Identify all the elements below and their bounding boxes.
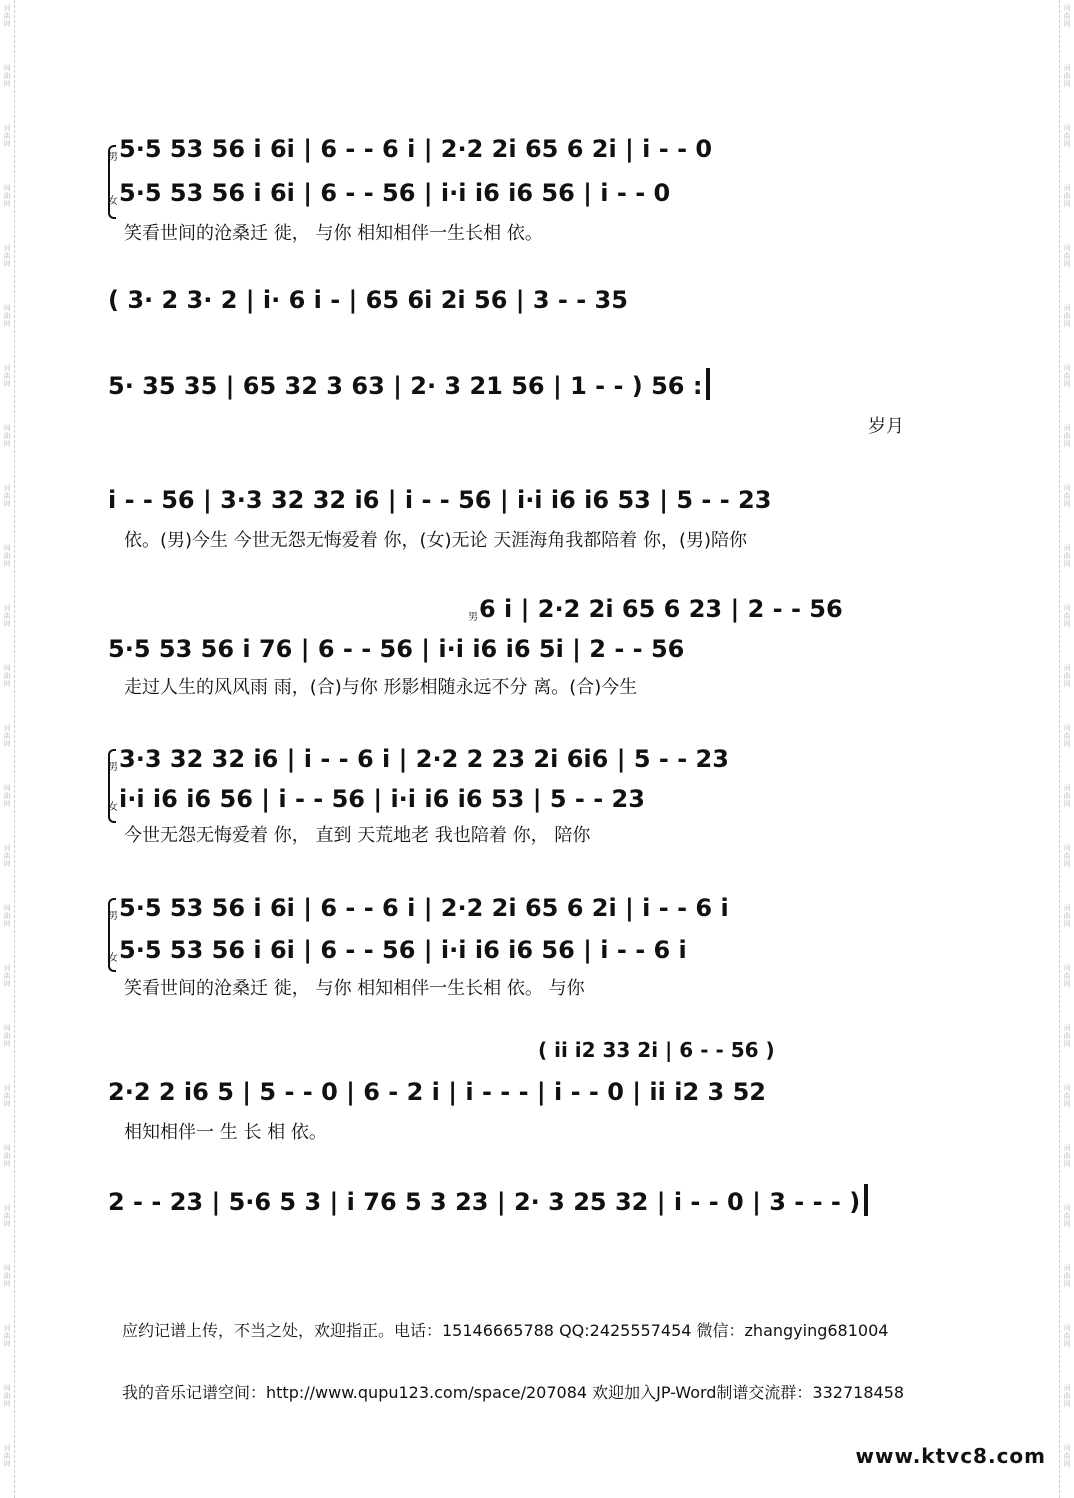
lyrics: 笑看世间的沧桑迁 徙， 与你 相知相伴一生长相 依。: [124, 223, 543, 244]
watermark-text: 词曲网: [3, 244, 11, 268]
lyrics: 走过人生的风风雨 雨，(合)与你 形影相随永远不分 离。(合)今生: [124, 677, 638, 698]
watermark-text: 词曲网: [1063, 1024, 1071, 1048]
watermark-text: 词曲网: [1063, 964, 1071, 988]
watermark-text: 词曲网: [3, 1024, 11, 1048]
interlude-row-2: 5· 35 35 | 65 32 3 63 | 2· 3 21 56 | 1 - - ) 56 :: [108, 368, 950, 400]
watermark-text: 词曲网: [1063, 4, 1071, 28]
male-row: 男 6 i | 2·2 2i 65 6 23 | 2 - - 56: [468, 595, 843, 623]
watermark-text: 词曲网: [1063, 664, 1071, 688]
male-notes: 5·5 53 56 i 6i | 6 - - 6 i | 2·2 2i 65 6 2i | i - - 0: [119, 135, 713, 163]
lyrics: 笑看世间的沧桑迁 徙， 与你 相知相伴一生长相 依。 与你: [124, 978, 585, 999]
system-7: [108, 1038, 950, 1148]
watermark-text: 词曲网: [3, 124, 11, 148]
male-row: 男 5·5 53 56 i 6i | 6 - - 6 i | 2·2 2i 65 6 2i | i - - 6 i: [108, 894, 729, 922]
watermark-text: 词曲网: [1063, 124, 1071, 148]
watermark-text: 词曲网: [1063, 184, 1071, 208]
watermark-text: 词曲网: [1063, 244, 1071, 268]
site-logo: www.ktvc8.com: [855, 1444, 1046, 1468]
watermark-text: 词曲网: [3, 724, 11, 748]
watermark-text: 词曲网: [3, 784, 11, 808]
watermark-text: 词曲网: [1063, 1324, 1071, 1348]
watermark-text: 词曲网: [1063, 1444, 1071, 1468]
watermark-text: 词曲网: [1063, 1084, 1071, 1108]
watermark-text: 词曲网: [3, 964, 11, 988]
watermark-text: 词曲网: [3, 604, 11, 628]
system-1: [108, 125, 950, 245]
male-row: 男 5·5 53 56 i 6i | 6 - - 6 i | 2·2 2i 65 6 2i | i - - 0: [108, 135, 713, 163]
watermark-text: 词曲网: [1063, 604, 1071, 628]
watermark-text: 词曲网: [3, 424, 11, 448]
watermark-text: 词曲网: [3, 1264, 11, 1288]
watermark-text: 词曲网: [3, 664, 11, 688]
male-row: 男 3·3 32 32 i6 | i - - 6 i | 2·2 2 23 2i 6i6 | 5 - - 23: [108, 745, 729, 773]
watermark-text: 词曲网: [1063, 304, 1071, 328]
female-notes: 5·5 53 56 i 6i | 6 - - 56 | i·i i6 i6 56 | i - - 0: [119, 179, 671, 207]
watermark-text: 词曲网: [3, 1444, 11, 1468]
watermark-text: 词曲网: [1063, 1204, 1071, 1228]
footer-line-2: 我的音乐记谱空间：http://www.qupu123.com/space/207084 欢迎加入JP-Word制谱交流群：332718458: [122, 1383, 905, 1402]
watermark-text: 词曲网: [3, 1084, 11, 1108]
system-3: [108, 470, 950, 580]
watermark-text: 词曲网: [3, 484, 11, 508]
system-2: [108, 280, 950, 440]
lyrics: 相知相伴一 生 长 相 依。: [124, 1122, 327, 1143]
watermark-text: 词曲网: [3, 1384, 11, 1408]
system-5: [108, 745, 950, 855]
lyrics: 依。(男)今生 今世无怨无悔爱着 你，(女)无论 天涯海角我都陪着 你，(男)陪你: [124, 530, 748, 551]
lyrics: 今世无怨无悔爱着 你， 直到 天荒地老 我也陪着 你， 陪你: [124, 825, 591, 846]
upper-row: ( ii i2 33 2i | 6 - - 56 ): [538, 1038, 775, 1062]
system-4: [108, 595, 950, 715]
watermark-text: 词曲网: [3, 304, 11, 328]
watermark-text: 词曲网: [1063, 784, 1071, 808]
watermark-text: 词曲网: [1063, 424, 1071, 448]
repeat-bar: [706, 368, 710, 400]
watermark-text: 词曲网: [3, 184, 11, 208]
footer-line-1: 应约记谱上传，不当之处，欢迎指正。电话：15146665788 QQ:2425557454 微信：zhangying681004: [122, 1321, 889, 1340]
notes-row: i - - 56 | 3·3 32 32 i6 | i - - 56 | i·i i6 i6 53 | 5 - - 23: [108, 486, 772, 514]
watermark-text: 词曲网: [3, 1144, 11, 1168]
watermark-text: 词曲网: [1063, 64, 1071, 88]
watermark-text: 词曲网: [1063, 724, 1071, 748]
watermark-text: 词曲网: [3, 364, 11, 388]
system-6: [108, 890, 950, 1005]
notes-row: 2 - - 23 | 5·6 5 3 | i 76 5 3 23 | 2· 3 25 32 | i - - 0 | 3 - - - ): [108, 1184, 950, 1216]
watermark-text: 词曲网: [1063, 844, 1071, 868]
notes-row: 2·2 2 i6 5 | 5 - - 0 | 6 - 2 i | i - - - | i - - 0 | ii i2 3 52: [108, 1078, 766, 1106]
final-bar: [864, 1184, 868, 1216]
watermark-text: 词曲网: [3, 64, 11, 88]
female-row: 5·5 53 56 i 76 | 6 - - 56 | i·i i6 i6 5i | 2 - - 56: [108, 635, 685, 663]
female-row: 女 i·i i6 i6 56 | i - - 56 | i·i i6 i6 53 | 5 - - 23: [108, 785, 645, 813]
female-row: 女 5·5 53 56 i 6i | 6 - - 56 | i·i i6 i6 56 | i - - 6 i: [108, 936, 687, 964]
watermark-text: 词曲网: [3, 844, 11, 868]
watermark-text: 词曲网: [1063, 904, 1071, 928]
female-row: 女 5·5 53 56 i 6i | 6 - - 56 | i·i i6 i6 56 | i - - 0: [108, 179, 671, 207]
watermark-text: 词曲网: [1063, 484, 1071, 508]
watermark-text: 词曲网: [3, 904, 11, 928]
watermark-text: 词曲网: [1063, 1264, 1071, 1288]
watermark-text: 词曲网: [1063, 544, 1071, 568]
watermark-text: 词曲网: [1063, 364, 1071, 388]
watermark-text: 词曲网: [3, 1204, 11, 1228]
interlude-row-1: ( 3· 2 3· 2 | i· 6 i - | 65 6i 2i 56 | 3 - - 35: [108, 286, 628, 314]
watermark-text: 词曲网: [1063, 1144, 1071, 1168]
watermark-text: 词曲网: [1063, 1384, 1071, 1408]
watermark-text: 词曲网: [3, 4, 11, 28]
watermark-text: 词曲网: [3, 1324, 11, 1348]
system-8: [108, 1180, 950, 1230]
watermark-text: 词曲网: [3, 544, 11, 568]
lyrics: 岁月: [868, 416, 904, 437]
